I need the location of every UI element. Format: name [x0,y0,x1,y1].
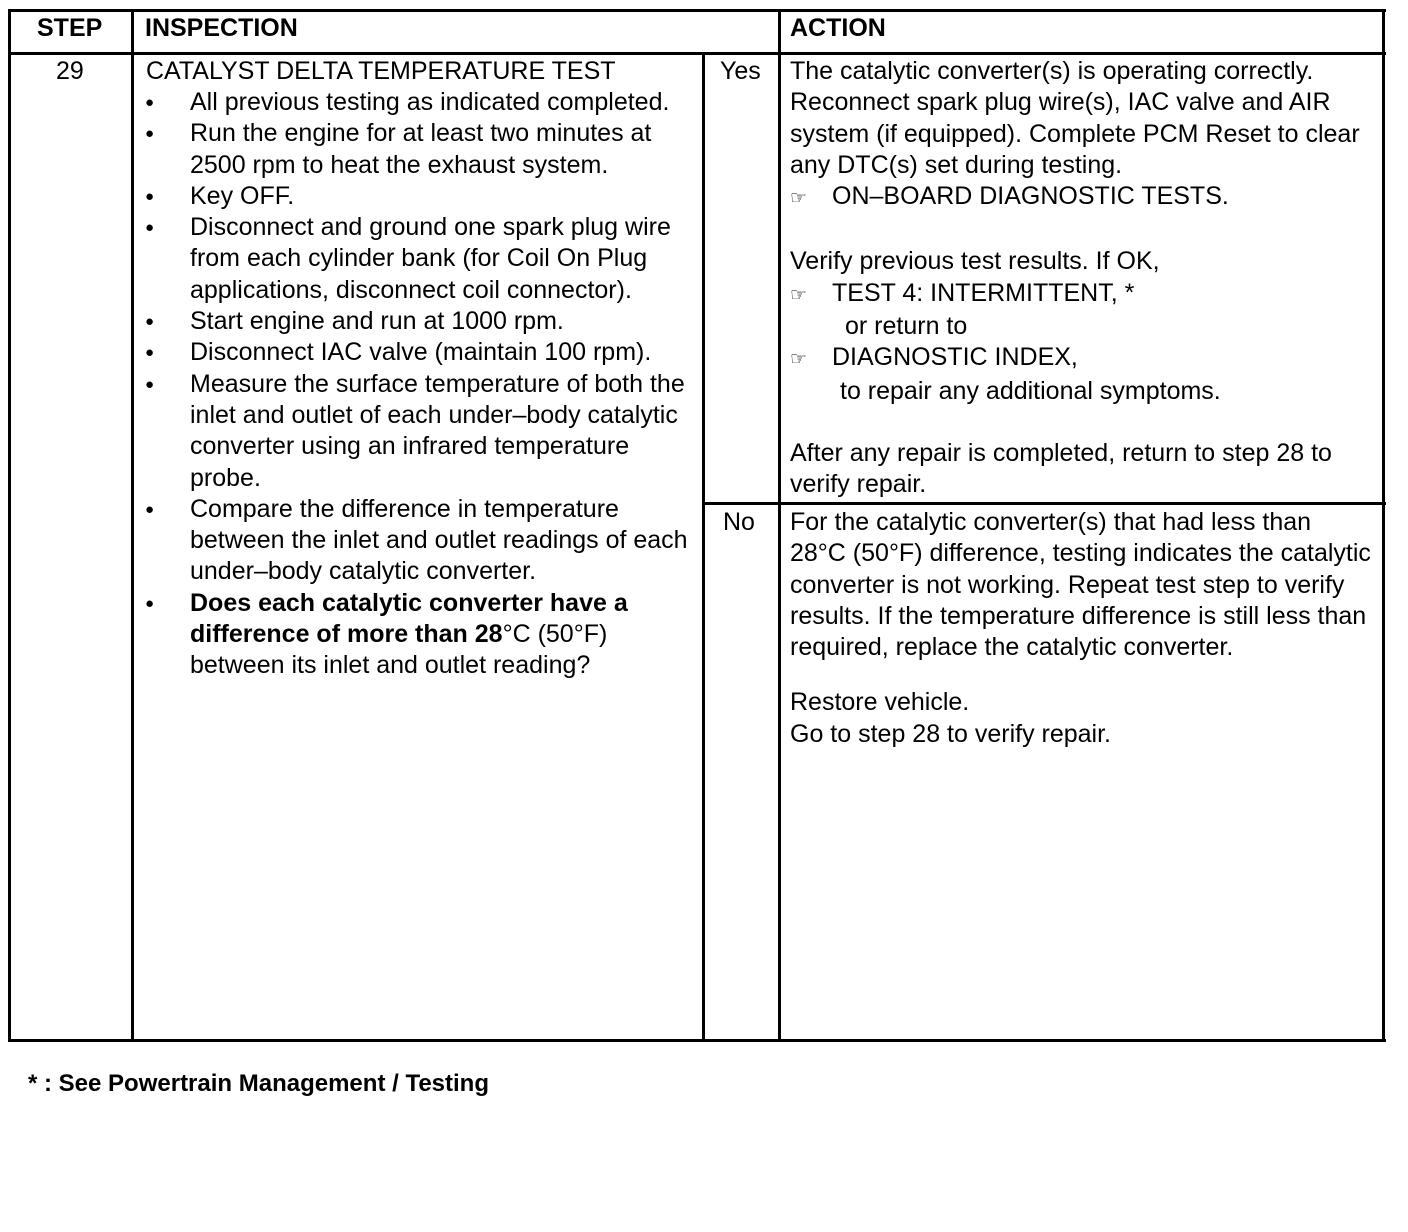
table-border-left [8,9,11,1042]
inspection-title: CATALYST DELTA TEMPERATURE TEST [146,57,616,85]
table-border-top [10,9,1386,12]
table-border-right [1382,9,1385,1042]
inspection-bullet: ● Key OFF. [142,181,702,212]
inspection-bullet-list [142,87,702,682]
step-number: 29 [56,57,84,85]
yes-no-divider [702,502,1386,505]
inspection-bullet: ● Disconnect and ground one spark plug wire from each cylinder bank (for Coil On Plug applications, disconnect coil connector). [142,212,702,306]
after-repair-text: After any repair is completed, return to step 28 to verify repair. [790,438,1332,499]
footnote: * : See Powertrain Management / Testing [28,1070,489,1097]
reference-on-board-diagnostic-tests [790,181,1372,214]
yes-action-paragraph: The catalytic converter(s) is operating correctly. Reconnect spark plug wire(s), IAC valve and AIR system (if equipped). Complete PCM Reset to clear any DTC(s) set during testing. [790,57,1360,179]
repair-symptoms-text: to repair any additional symptoms. [840,376,1221,405]
no-action-paragraph: For the catalytic converter(s) that had less than 28°C (50°F) difference, testing indicates the catalytic converter is not working. Repeat test step to verify results. If the temperature difference is still less than required, replace the catalytic converter. [790,508,1371,662]
action-column-divider [778,9,781,1042]
pointing-hand-icon: ☞ [790,284,808,306]
yes-label: Yes [720,57,761,85]
result-column-divider [702,52,705,1042]
reference-test-4-intermittent [790,278,1372,311]
inspection-bullet: ● Measure the surface temperature of both the inlet and outlet of each under–body catalytic converter using an infrared temperature probe. [142,369,702,494]
pointing-hand-icon: ☞ [790,349,808,371]
header-inspection: INSPECTION [145,14,298,42]
inspection-bullet: ● Disconnect IAC valve (maintain 100 rpm). [142,337,702,368]
reference-label: ON–BOARD DIAGNOSTIC TESTS. [832,182,1229,211]
inspection-bullet: ● Compare the difference in temperature between the inlet and outlet readings of each under–body catalytic converter. [142,494,702,588]
no-action [790,507,1372,750]
pointing-hand-icon: ☞ [790,188,808,210]
header-action: ACTION [790,14,886,42]
no-label: No [723,508,755,536]
inspection-question [142,588,702,682]
verify-text: Verify previous test results. If OK, [790,247,1160,276]
inspection-bullet: ● All previous testing as indicated completed. [142,87,702,118]
reference-label: TEST 4: INTERMITTENT, * [832,278,1135,307]
yes-action [790,56,1372,501]
inspection-question-bold: Does each catalytic converter have a difference of more than 28 [190,588,628,649]
step-column-divider [131,9,134,1042]
reference-diagnostic-index [790,342,1372,375]
goto-step-text: Go to step 28 to verify repair. [790,719,1111,748]
inspection-bullet: ● Start engine and run at 1000 rpm. [142,306,702,337]
reference-label: DIAGNOSTIC INDEX, [832,343,1078,372]
inspection-question-rest: °C (50°F) between its inlet and outlet reading? [190,620,608,680]
header-step: STEP [37,14,103,42]
or-return-text: or return to [845,312,968,341]
header-divider [10,52,1386,55]
inspection-bullet: ● Run the engine for at least two minutes at 2500 rpm to heat the exhaust system. [142,118,702,181]
table-border-bottom [8,1039,1386,1042]
restore-vehicle-text: Restore vehicle. [790,688,970,717]
